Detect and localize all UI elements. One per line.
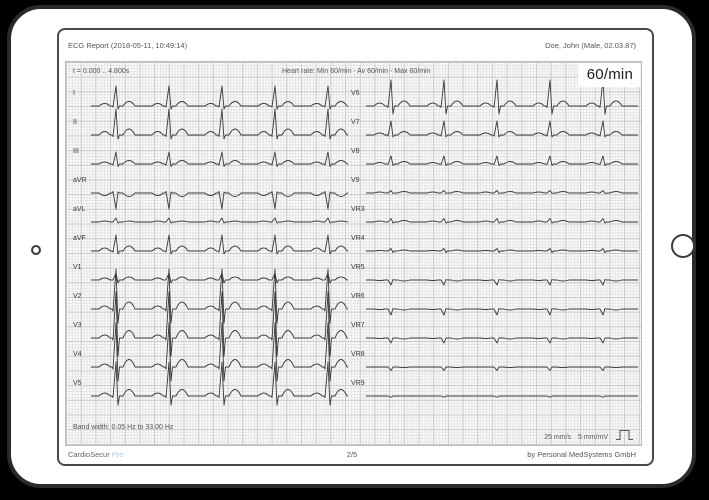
ecg-trace-VR8 (366, 367, 638, 371)
report-footer (68, 450, 636, 461)
home-button[interactable] (671, 234, 695, 258)
report-title: ECG Report (2018-05-11, 10:49:14) (68, 40, 188, 50)
ecg-trace-aVL (91, 218, 348, 223)
ecg-trace-V7 (366, 121, 638, 137)
ecg-trace-aVR (91, 192, 348, 210)
ecg-trace-V9 (366, 191, 638, 194)
lead-label-I: I (73, 90, 75, 97)
lead-label-V7: V7 (351, 119, 360, 126)
ecg-trace-V8 (366, 156, 638, 166)
ecg-trace-aVF (91, 235, 348, 254)
time-range-label: t = 0.000 .. 4.800s (73, 68, 130, 75)
ecg-trace-V5 (91, 362, 348, 405)
lead-label-VR5: VR5 (351, 264, 365, 271)
ecg-app-screen (57, 28, 654, 466)
ecg-trace-VR9 (366, 396, 638, 397)
page-indicator: 2/5 (346, 450, 358, 459)
lead-label-V4: V4 (73, 351, 82, 358)
ecg-panel (65, 61, 642, 446)
brand-name: CardioSecur (68, 450, 110, 459)
ecg-trace-III (91, 152, 348, 167)
calibration-pulse-icon (615, 428, 635, 441)
scale-speed-label: 25 mm/s (544, 434, 572, 441)
brand-pro-suffix: Pro (111, 450, 124, 459)
band-width-label: Band width: 0.05 Hz to 33.00 Hz (73, 424, 174, 431)
ecg-trace-VR3 (366, 219, 638, 224)
lead-label-VR8: VR8 (351, 351, 365, 358)
ecg-trace-VR5 (366, 280, 638, 286)
front-camera-dot (31, 245, 41, 255)
lead-label-VR4: VR4 (351, 235, 365, 242)
scale-label (544, 428, 635, 441)
lead-label-V5: V5 (73, 380, 82, 387)
report-header (68, 39, 636, 51)
lead-label-II: II (73, 119, 77, 126)
lead-label-V6: V6 (351, 90, 360, 97)
ecg-trace-VR6 (366, 309, 638, 316)
heart-rate-value: 60/min (578, 63, 640, 87)
lead-label-V3: V3 (73, 322, 82, 329)
lead-label-aVF: aVF (73, 235, 86, 242)
lead-label-aVR: aVR (73, 177, 87, 184)
patient-info: Doe, John (Male, 02.03.87) (545, 40, 636, 50)
lead-label-VR3: VR3 (351, 206, 365, 213)
heart-rate-summary: Heart rate: Min 60/min - Av 60/min - Max 60/min (282, 68, 431, 75)
lead-label-VR7: VR7 (351, 322, 365, 329)
ecg-trace-VR4 (366, 249, 638, 253)
lead-label-V2: V2 (73, 293, 82, 300)
lead-label-V9: V9 (351, 177, 360, 184)
lead-label-VR6: VR6 (351, 293, 365, 300)
lead-label-V1: V1 (73, 264, 82, 271)
vendor-credit: by Personal MedSystems GmbH (527, 450, 636, 459)
ecg-trace-VR7 (366, 338, 638, 343)
lead-label-III: III (73, 148, 79, 155)
lead-label-VR9: VR9 (351, 380, 365, 387)
scale-gain-label: 5 mm/mV (578, 434, 608, 441)
lead-label-V8: V8 (351, 148, 360, 155)
ecg-trace-I (91, 86, 348, 109)
ecg-trace-V1 (91, 273, 348, 283)
lead-label-aVL: aVL (73, 206, 86, 213)
ecg-trace-II (91, 109, 348, 139)
